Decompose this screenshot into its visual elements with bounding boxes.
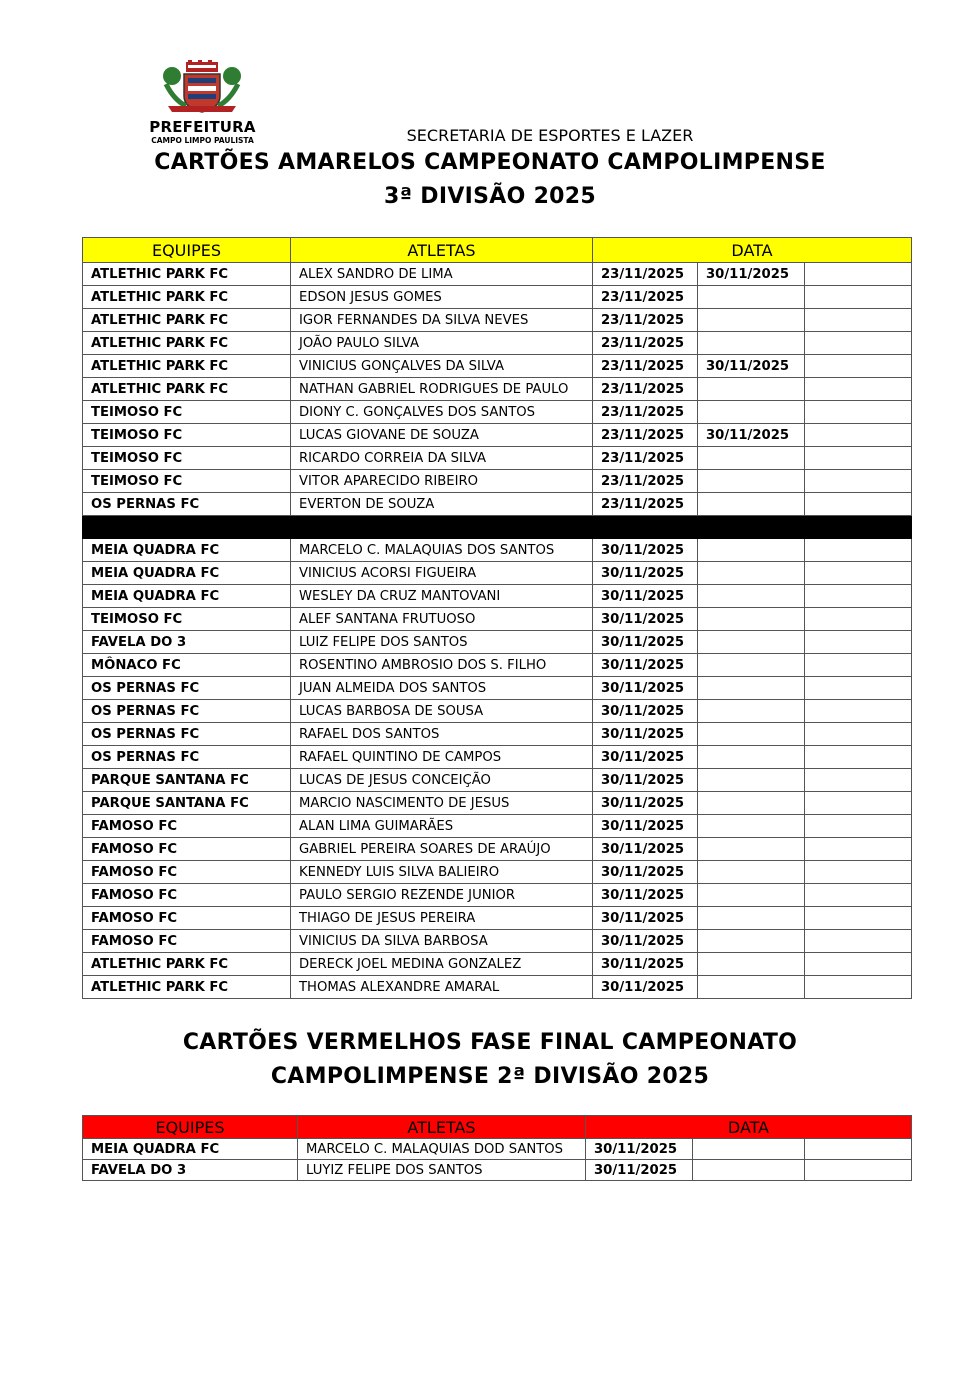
date-3-cell (805, 631, 912, 654)
table-row (83, 608, 912, 631)
date-1-cell: 23/11/2025 (593, 355, 698, 378)
athlete-cell: DIONY C. GONÇALVES DOS SANTOS (291, 401, 593, 424)
table-row (83, 355, 912, 378)
date-1-cell: 30/11/2025 (593, 861, 698, 884)
page-subtitle: 3ª DIVISÃO 2025 (384, 184, 596, 209)
team-cell: OS PERNAS FC (83, 700, 291, 723)
table-row (83, 1160, 912, 1181)
team-cell: PARQUE SANTANA FC (83, 792, 291, 815)
date-1-cell: 30/11/2025 (593, 838, 698, 861)
separator-cell (698, 516, 805, 539)
date-2-cell (698, 792, 805, 815)
date-1-cell: 30/11/2025 (593, 585, 698, 608)
department-name: SECRETARIA DE ESPORTES E LAZER (406, 126, 694, 145)
team-cell: TEIMOSO FC (83, 447, 291, 470)
date-1-cell: 30/11/2025 (593, 723, 698, 746)
table-row (83, 562, 912, 585)
athlete-cell: ALAN LIMA GUIMARÃES (291, 815, 593, 838)
team-cell: OS PERNAS FC (83, 493, 291, 516)
date-2-cell (698, 884, 805, 907)
date-3-cell (805, 332, 912, 355)
team-cell: ATLETHIC PARK FC (83, 378, 291, 401)
date-1-cell: 30/11/2025 (593, 792, 698, 815)
page-title: CARTÕES AMARELOS CAMPEONATO CAMPOLIMPENSE (154, 150, 826, 175)
date-3-cell (805, 746, 912, 769)
athlete-cell: ALEF SANTANA FRUTUOSO (291, 608, 593, 631)
table-row (83, 263, 912, 286)
date-2-cell (698, 309, 805, 332)
date-2-cell: 30/11/2025 (698, 355, 805, 378)
yellow-cards-table (82, 237, 912, 999)
date-3-cell (805, 930, 912, 953)
date-1-cell: 23/11/2025 (593, 401, 698, 424)
date-3-cell (805, 654, 912, 677)
date-1-cell: 30/11/2025 (593, 769, 698, 792)
date-3-cell (805, 424, 912, 447)
table-row (83, 700, 912, 723)
date-1-cell: 30/11/2025 (593, 677, 698, 700)
date-3-cell (805, 792, 912, 815)
date-3-cell (805, 493, 912, 516)
date-1-cell: 23/11/2025 (593, 309, 698, 332)
athlete-cell: RAFAEL DOS SANTOS (291, 723, 593, 746)
date-2-cell (698, 861, 805, 884)
table-row (83, 631, 912, 654)
table-header-row (83, 1116, 912, 1139)
date-1-cell: 30/11/2025 (593, 976, 698, 999)
date-1-cell: 30/11/2025 (593, 700, 698, 723)
table-row (83, 976, 912, 999)
athlete-cell: LUCAS BARBOSA DE SOUSA (291, 700, 593, 723)
date-3-cell (805, 976, 912, 999)
table-row (83, 815, 912, 838)
athlete-cell: THIAGO DE JESUS PEREIRA (291, 907, 593, 930)
date-3-cell (805, 378, 912, 401)
table-row (83, 654, 912, 677)
date-3-cell (805, 447, 912, 470)
athlete-cell: RICARDO CORREIA DA SILVA (291, 447, 593, 470)
date-2-cell (698, 470, 805, 493)
column-header-teams: EQUIPES (83, 238, 291, 263)
column-header-date: DATA (593, 238, 912, 263)
date-3-cell (805, 355, 912, 378)
date-2-cell (698, 608, 805, 631)
team-cell: FAVELA DO 3 (83, 631, 291, 654)
table-row (83, 470, 912, 493)
date-1-cell: 30/11/2025 (593, 608, 698, 631)
date-1-cell: 23/11/2025 (593, 286, 698, 309)
prefeitura-logo (140, 60, 265, 150)
table-row (83, 769, 912, 792)
athlete-cell: EVERTON DE SOUZA (291, 493, 593, 516)
date-2-cell (698, 953, 805, 976)
athlete-cell: VINICIUS ACORSI FIGUEIRA (291, 562, 593, 585)
athlete-cell: VITOR APARECIDO RIBEIRO (291, 470, 593, 493)
date-2-cell (698, 815, 805, 838)
date-3-cell (805, 1139, 912, 1160)
table-row (83, 723, 912, 746)
team-cell: ATLETHIC PARK FC (83, 355, 291, 378)
date-1-cell: 30/11/2025 (593, 884, 698, 907)
athlete-cell: VINICIUS GONÇALVES DA SILVA (291, 355, 593, 378)
date-1-cell: 30/11/2025 (593, 953, 698, 976)
date-3-cell (805, 677, 912, 700)
team-cell: ATLETHIC PARK FC (83, 286, 291, 309)
table-row (83, 907, 912, 930)
athlete-cell: PAULO SERGIO REZENDE JUNIOR (291, 884, 593, 907)
athlete-cell: VINICIUS DA SILVA BARBOSA (291, 930, 593, 953)
date-2-cell (698, 286, 805, 309)
table-row (83, 677, 912, 700)
team-cell: MEIA QUADRA FC (83, 1139, 298, 1160)
date-2-cell (698, 700, 805, 723)
athlete-cell: RAFAEL QUINTINO DE CAMPOS (291, 746, 593, 769)
date-2-cell: 30/11/2025 (698, 263, 805, 286)
date-2-cell (698, 654, 805, 677)
column-header-athletes: ATLETAS (291, 238, 593, 263)
logo-subtitle: CAMPO LIMPO PAULISTA (151, 136, 254, 145)
athlete-cell: MARCIO NASCIMENTO DE JESUS (291, 792, 593, 815)
date-2-cell (698, 746, 805, 769)
red-cards-table (82, 1115, 912, 1181)
date-3-cell (805, 861, 912, 884)
athlete-cell: MARCELO C. MALAQUIAS DOS SANTOS (291, 539, 593, 562)
team-cell: FAMOSO FC (83, 861, 291, 884)
date-3-cell (805, 539, 912, 562)
table-row (83, 401, 912, 424)
team-cell: ATLETHIC PARK FC (83, 263, 291, 286)
athlete-cell: WESLEY DA CRUZ MANTOVANI (291, 585, 593, 608)
table-row (83, 861, 912, 884)
date-2-cell (698, 401, 805, 424)
separator-cell (805, 516, 912, 539)
athlete-cell: ALEX SANDRO DE LIMA (291, 263, 593, 286)
team-cell: MEIA QUADRA FC (83, 585, 291, 608)
date-1-cell: 30/11/2025 (593, 930, 698, 953)
date-3-cell (805, 838, 912, 861)
athlete-cell: NATHAN GABRIEL RODRIGUES DE PAULO (291, 378, 593, 401)
athlete-cell: IGOR FERNANDES DA SILVA NEVES (291, 309, 593, 332)
separator-row (83, 516, 912, 539)
date-3-cell (805, 309, 912, 332)
table-row (83, 424, 912, 447)
date-1-cell: 23/11/2025 (593, 447, 698, 470)
separator-cell (291, 516, 593, 539)
team-cell: OS PERNAS FC (83, 746, 291, 769)
team-cell: MEIA QUADRA FC (83, 539, 291, 562)
athlete-cell: LUIZ FELIPE DOS SANTOS (291, 631, 593, 654)
date-1-cell: 30/11/2025 (593, 631, 698, 654)
date-2-cell (698, 562, 805, 585)
athlete-cell: DERECK JOEL MEDINA GONZALEZ (291, 953, 593, 976)
athlete-cell: EDSON JESUS GOMES (291, 286, 593, 309)
date-1-cell: 30/11/2025 (593, 815, 698, 838)
date-1-cell: 23/11/2025 (593, 424, 698, 447)
table-row (83, 286, 912, 309)
date-2-cell (698, 723, 805, 746)
date-1-cell: 23/11/2025 (593, 470, 698, 493)
column-header-date: DATA (586, 1116, 912, 1139)
date-3-cell (805, 562, 912, 585)
date-3-cell (805, 769, 912, 792)
date-2-cell (698, 930, 805, 953)
table-row (83, 585, 912, 608)
team-cell: TEIMOSO FC (83, 608, 291, 631)
date-2-cell (698, 585, 805, 608)
team-cell: ATLETHIC PARK FC (83, 953, 291, 976)
date-3-cell (805, 953, 912, 976)
separator-cell (593, 516, 698, 539)
date-2-cell (698, 447, 805, 470)
table-row (83, 378, 912, 401)
table-row (83, 332, 912, 355)
date-3-cell (805, 884, 912, 907)
date-3-cell (805, 401, 912, 424)
team-cell: FAMOSO FC (83, 930, 291, 953)
date-1-cell: 30/11/2025 (593, 562, 698, 585)
table-row (83, 953, 912, 976)
date-1-cell: 30/11/2025 (593, 539, 698, 562)
date-3-cell (805, 585, 912, 608)
table-row (83, 838, 912, 861)
team-cell: FAMOSO FC (83, 907, 291, 930)
athlete-cell: LUCAS GIOVANE DE SOUZA (291, 424, 593, 447)
team-cell: FAMOSO FC (83, 884, 291, 907)
date-3-cell (805, 907, 912, 930)
date-3-cell (805, 470, 912, 493)
date-1-cell: 30/11/2025 (586, 1139, 693, 1160)
date-2-cell (698, 493, 805, 516)
date-3-cell (805, 815, 912, 838)
table-row (83, 309, 912, 332)
table-row (83, 746, 912, 769)
date-1-cell: 30/11/2025 (593, 746, 698, 769)
separator-cell (83, 516, 291, 539)
team-cell: MEIA QUADRA FC (83, 562, 291, 585)
team-cell: FAMOSO FC (83, 815, 291, 838)
column-header-teams: EQUIPES (83, 1116, 298, 1139)
date-3-cell (805, 263, 912, 286)
athlete-cell: KENNEDY LUIS SILVA BALIEIRO (291, 861, 593, 884)
athlete-cell: ROSENTINO AMBROSIO DOS S. FILHO (291, 654, 593, 677)
date-1-cell: 30/11/2025 (593, 907, 698, 930)
table-row (83, 539, 912, 562)
date-3-cell (805, 608, 912, 631)
date-2-cell: 30/11/2025 (698, 424, 805, 447)
date-2-cell (698, 539, 805, 562)
date-2-cell (698, 976, 805, 999)
date-2-cell (698, 378, 805, 401)
athlete-cell: MARCELO C. MALAQUIAS DOD SANTOS (298, 1139, 586, 1160)
team-cell: PARQUE SANTANA FC (83, 769, 291, 792)
table-row (83, 1139, 912, 1160)
column-header-athletes: ATLETAS (298, 1116, 586, 1139)
date-1-cell: 30/11/2025 (593, 654, 698, 677)
team-cell: ATLETHIC PARK FC (83, 332, 291, 355)
red-cards-title: CARTÕES VERMELHOS FASE FINAL CAMPEONATO (182, 1030, 798, 1055)
logo-name: PREFEITURA (149, 118, 256, 136)
date-3-cell (805, 286, 912, 309)
team-cell: FAMOSO FC (83, 838, 291, 861)
date-3-cell (805, 700, 912, 723)
team-cell: OS PERNAS FC (83, 723, 291, 746)
date-1-cell: 23/11/2025 (593, 263, 698, 286)
table-row (83, 930, 912, 953)
date-2-cell (698, 838, 805, 861)
table-header-row (83, 238, 912, 263)
date-1-cell: 30/11/2025 (586, 1160, 693, 1181)
date-1-cell: 23/11/2025 (593, 332, 698, 355)
team-cell: ATLETHIC PARK FC (83, 309, 291, 332)
team-cell: TEIMOSO FC (83, 470, 291, 493)
date-2-cell (693, 1139, 805, 1160)
date-2-cell (698, 631, 805, 654)
date-2-cell (698, 332, 805, 355)
team-cell: TEIMOSO FC (83, 401, 291, 424)
athlete-cell: GABRIEL PEREIRA SOARES DE ARAÚJO (291, 838, 593, 861)
team-cell: MÔNACO FC (83, 654, 291, 677)
date-2-cell (698, 677, 805, 700)
date-2-cell (698, 907, 805, 930)
athlete-cell: LUYIZ FELIPE DOS SANTOS (298, 1160, 586, 1181)
team-cell: ATLETHIC PARK FC (83, 976, 291, 999)
team-cell: OS PERNAS FC (83, 677, 291, 700)
team-cell: TEIMOSO FC (83, 424, 291, 447)
table-row (83, 493, 912, 516)
athlete-cell: JUAN ALMEIDA DOS SANTOS (291, 677, 593, 700)
athlete-cell: LUCAS DE JESUS CONCEIÇÃO (291, 769, 593, 792)
table-row (83, 792, 912, 815)
table-row (83, 447, 912, 470)
coat-of-arms-icon (152, 60, 252, 118)
date-3-cell (805, 723, 912, 746)
date-3-cell (805, 1160, 912, 1181)
athlete-cell: JOÃO PAULO SILVA (291, 332, 593, 355)
date-2-cell (693, 1160, 805, 1181)
red-cards-subtitle: CAMPOLIMPENSE 2ª DIVISÃO 2025 (270, 1064, 710, 1089)
table-row (83, 884, 912, 907)
date-1-cell: 23/11/2025 (593, 378, 698, 401)
date-1-cell: 23/11/2025 (593, 493, 698, 516)
date-2-cell (698, 769, 805, 792)
athlete-cell: THOMAS ALEXANDRE AMARAL (291, 976, 593, 999)
team-cell: FAVELA DO 3 (83, 1160, 298, 1181)
